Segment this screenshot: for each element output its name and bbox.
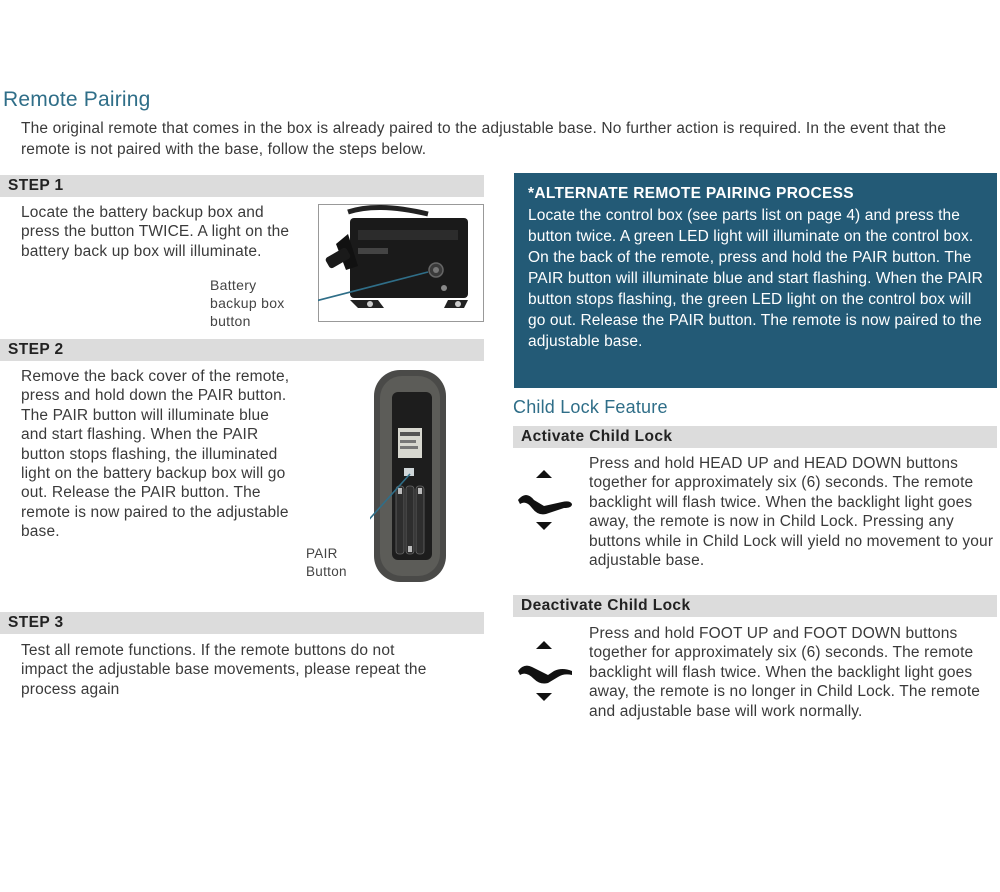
callout-line: Button	[306, 564, 347, 579]
step2-text: Remove the back cover of the remote, press and hold down the PAIR button. The PAIR button will illuminate blue and start flashing. When the PAIR button stops flashing, the illuminated light on the battery backup box will go out. Release the PAIR button. The remote is now paired to the adjustable base.	[21, 368, 290, 541]
child-lock-heading: Child Lock Feature	[513, 397, 668, 417]
alternate-pairing-panel	[514, 173, 997, 388]
alternate-text: Locate the control box (see parts list on page 4) and press the button twice. A green LED light will illuminate on the control box. On the back of the remote, press and hold the PAIR button. The PAIR button will illuminate blue and start flashing. When the PAIR button stops flashing, the green LED light on the control box will go out. Release the PAIR button. The remote is now paired to the adjustable base.	[528, 207, 983, 350]
step3-header: STEP 3	[0, 612, 484, 634]
step2-header: STEP 2	[0, 339, 484, 361]
activate-header: Activate Child Lock	[513, 426, 997, 448]
deactivate-text: Press and hold FOOT UP and FOOT DOWN buttons together for approximately six (6) seconds. The remote backlight will flash twice. When the backlight light goes away, the remote is no longer in Child Lock. The remote and adjustable base will work normally.	[589, 625, 981, 720]
foot-adjust-icon	[514, 637, 576, 705]
step1-callout	[210, 276, 285, 330]
remote-back-photo	[370, 368, 450, 584]
head-adjust-icon	[514, 468, 576, 534]
battery-box-photo	[318, 204, 484, 322]
activate-text: Press and hold HEAD UP and HEAD DOWN buttons together for approximately six (6) seconds. The remote backlight will flash twice. When the backlight light goes away, the remote is now in Child Lock. Pressing any buttons while in Child Lock will yield no movement to your adjustable base.	[589, 455, 994, 570]
alternate-title: *ALTERNATE REMOTE PAIRING PROCESS	[528, 185, 854, 202]
step2-callout	[306, 545, 347, 581]
intro-paragraph: The original remote that comes in the box is already paired to the adjustable base. No further action is required. In the event that the remote is not paired with the base, follow the steps below.	[21, 120, 947, 158]
step1-text: Locate the battery backup box and press the button TWICE. A light on the battery back up box will illuminate.	[21, 204, 290, 260]
step3-text: Test all remote functions. If the remote buttons do not impact the adjustable base movements, please repeat the process again	[21, 642, 427, 698]
callout-line: backup box	[210, 295, 285, 311]
callout-line: PAIR	[306, 546, 338, 561]
callout-line: button	[210, 313, 251, 329]
step1-header: STEP 1	[0, 175, 484, 197]
deactivate-header: Deactivate Child Lock	[513, 595, 997, 617]
page-title: Remote Pairing	[3, 88, 151, 111]
callout-line: Battery	[210, 277, 257, 293]
